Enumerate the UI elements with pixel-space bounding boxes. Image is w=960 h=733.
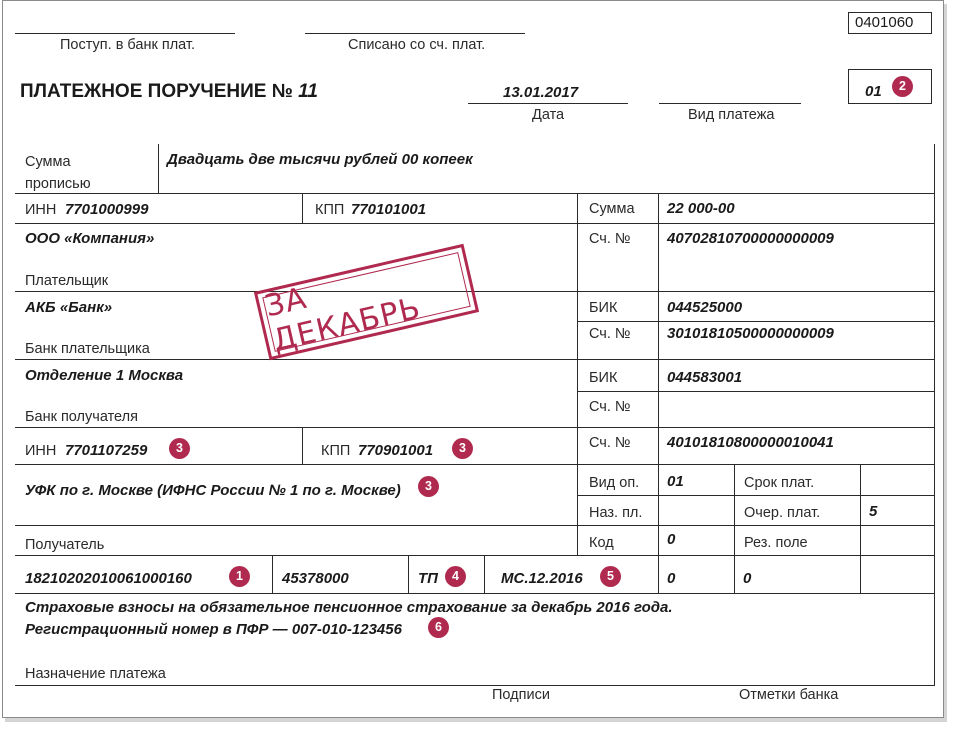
date-line	[468, 103, 628, 104]
payer-bank-bik: 044525000	[667, 299, 743, 316]
badge-4: 4	[445, 566, 466, 587]
grid-line	[734, 464, 735, 593]
payer-kpp: 770101001	[351, 201, 427, 218]
payer-inn-label: ИНН	[25, 202, 57, 218]
payee-bank-bik-label: БИК	[589, 370, 618, 386]
badge-5: 5	[600, 566, 621, 587]
oktmo-value: 45378000	[282, 570, 349, 587]
payer-sum: 22 000-00	[667, 200, 735, 217]
grid-line	[408, 555, 409, 593]
badge-3-inn: 3	[169, 438, 190, 459]
payer-label: Плательщик	[25, 273, 109, 289]
payer-bank-account: 30101810500000000009	[667, 325, 834, 342]
doc-date-value: 0	[743, 570, 752, 587]
status-code: 01	[865, 83, 882, 100]
payee-inn: 7701107259	[65, 442, 148, 459]
payment-order-form	[2, 0, 944, 718]
grid-line	[15, 223, 577, 224]
grid-line	[15, 593, 934, 594]
grid-line	[272, 555, 273, 593]
debited-label: Списано со сч. плат.	[348, 37, 486, 53]
grid-line	[484, 555, 485, 593]
payer-inn: 7701000999	[65, 201, 149, 218]
payee-bank-bik: 044583001	[667, 369, 743, 386]
grid-line	[15, 464, 577, 465]
reserve-label: Рез. поле	[744, 535, 808, 551]
purpose-line-1: Страховые взносы на обязательное пенсионное страхование за декабрь 2016 года.	[25, 599, 673, 616]
payer-bank-bik-label: БИК	[589, 300, 618, 316]
grid-line	[15, 427, 934, 428]
code-label: Код	[589, 535, 614, 551]
order-value: 5	[869, 503, 878, 520]
grid-line	[577, 391, 934, 392]
grid-line	[15, 359, 934, 360]
stamp-text: ЗА ДЕКАБРЬ	[261, 280, 425, 359]
purpose-line-2: Регистрационный номер в ПФР — 007-010-123456	[25, 621, 402, 638]
grid-line	[158, 144, 159, 194]
basis-value: ТП	[418, 570, 438, 587]
payee-bank-account-label: Сч. №	[589, 399, 631, 415]
grid-line	[577, 223, 934, 224]
payee-account: 40101810800000010041	[667, 434, 834, 451]
order-label: Очер. плат.	[744, 505, 821, 521]
grid-line	[577, 464, 934, 465]
payer-bank-label: Банк плательщика	[25, 341, 150, 357]
signatures-label: Подписи	[492, 687, 550, 703]
page-title	[20, 81, 318, 103]
payee-kpp: 770901001	[358, 442, 434, 459]
amount-words-label: Сумма прописью	[25, 154, 91, 192]
form-code: 0401060	[855, 14, 914, 31]
payee-inn-label: ИНН	[25, 443, 57, 459]
term-label: Срок плат.	[744, 475, 815, 491]
grid-line	[15, 525, 934, 526]
title-text: ПЛАТЕЖНОЕ ПОРУЧЕНИЕ №	[20, 81, 293, 102]
grid-line	[302, 193, 303, 223]
purpose-label: Назначение платежа	[25, 666, 166, 682]
order-date: 13.01.2017	[503, 84, 579, 101]
stamp-for-december	[254, 244, 479, 361]
grid-line	[577, 193, 578, 555]
grid-line	[15, 193, 934, 194]
badge-6: 6	[428, 617, 449, 638]
grid-line	[577, 495, 934, 496]
badge-2: 2	[892, 76, 913, 97]
grid-line	[934, 144, 935, 686]
payment-type-label: Вид платежа	[688, 107, 775, 123]
payee-kpp-label: КПП	[321, 443, 351, 459]
payer-sum-label: Сумма	[589, 201, 635, 217]
order-number: 11	[298, 81, 318, 102]
payer-name: ООО «Компания»	[25, 230, 155, 247]
payer-kpp-label: КПП	[315, 202, 345, 218]
op-type-label: Вид оп.	[589, 475, 640, 491]
received-label: Поступ. в банк плат.	[60, 37, 195, 53]
grid-line	[15, 555, 934, 556]
amount-words-value: Двадцать две тысячи рублей 00 копеек	[167, 151, 473, 168]
payee-bank-label: Банк получателя	[25, 409, 138, 425]
debited-line	[305, 33, 525, 34]
badge-3-kpp: 3	[452, 438, 473, 459]
grid-line	[860, 464, 861, 593]
payee-name: УФК по г. Москве (ИФНС России № 1 по г. Москве)	[25, 482, 401, 499]
payee-bank-name: Отделение 1 Москва	[25, 367, 184, 384]
payment-type-line	[659, 103, 801, 104]
code-value: 0	[667, 531, 676, 548]
grid-line	[658, 193, 659, 593]
stamp-inner-frame	[261, 252, 470, 359]
payer-bank-account-label: Сч. №	[589, 326, 631, 342]
doc-number-value: 0	[667, 570, 676, 587]
purpose-code-label: Наз. пл.	[589, 505, 643, 521]
received-line	[15, 33, 235, 34]
payer-account-label: Сч. №	[589, 231, 631, 247]
bank-marks-label: Отметки банка	[739, 687, 839, 703]
badge-3-name: 3	[418, 476, 439, 497]
payer-bank-name: АКБ «Банк»	[25, 299, 113, 316]
grid-line	[577, 321, 934, 322]
badge-1: 1	[229, 566, 250, 587]
period-value: МС.12.2016	[501, 570, 583, 587]
payer-account: 40702810700000000009	[667, 230, 834, 247]
payee-label: Получатель	[25, 537, 105, 553]
kbk-value: 18210202010061000160	[25, 570, 192, 587]
op-type-value: 01	[667, 473, 684, 490]
payee-account-label: Сч. №	[589, 435, 631, 451]
status-code-box	[848, 69, 932, 104]
date-label: Дата	[532, 107, 565, 123]
grid-line	[302, 427, 303, 464]
